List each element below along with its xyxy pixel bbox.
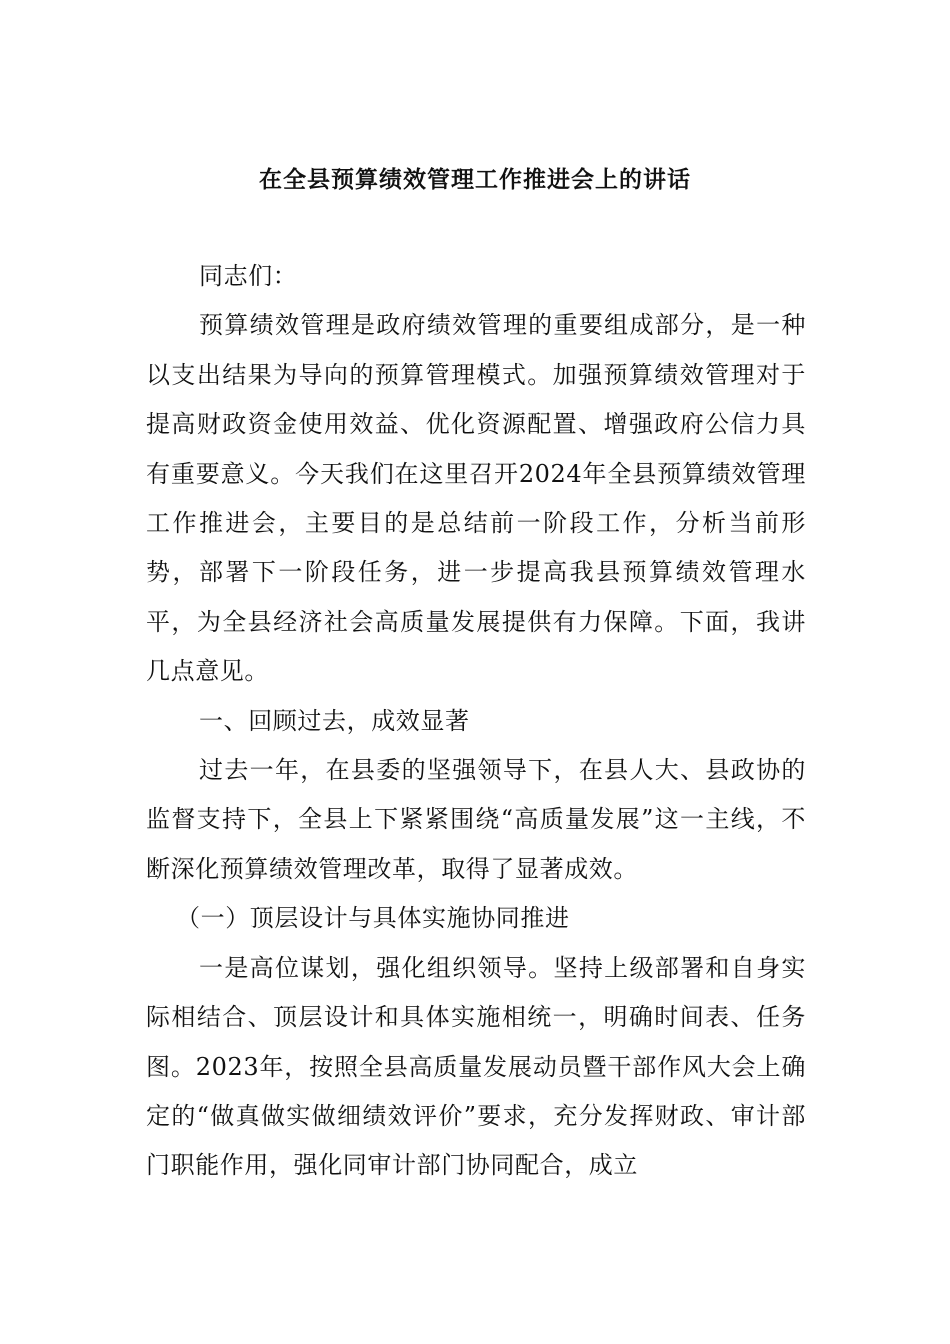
paragraph-intro: 预算绩效管理是政府绩效管理的重要组成部分，是一种以支出结果为导向的预算管理模式。加强预算绩效管理对于提高财政资金使用效益、优化资源配置、增强政府公信力具有重要意义。今天我们在这里召开2024年全县预算绩效管理工作推进会，主要目的是总结前一阶段工作，分析当前形势，部署下一阶段任务，进一步提高我县预算绩效管理水平，为全县经济社会高质量发展提供有力保障。下面，我讲几点意见。	[146, 311, 806, 686]
subsection-heading-1: （一）顶层设计与具体实施协同推进	[176, 904, 570, 933]
document-body	[146, 252, 806, 1191]
document-title: 在全县预算绩效管理工作推进会上的讲话	[259, 166, 691, 193]
paragraph-review: 过去一年，在县委的坚强领导下，在县人大、县政协的监督支持下，全县上下紧紧围绕“高质量发展”这一主线，不断深化预算绩效管理改革，取得了显著成效。	[146, 756, 806, 883]
salutation: 同志们：	[199, 262, 298, 290]
section-heading-1: 一、回顾过去，成效显著	[199, 706, 470, 735]
paragraph-point-1: 一是高位谋划，强化组织领导。坚持上级部署和自身实际相结合、顶层设计和具体实施相统一，明确时间表、任务图。2023年，按照全县高质量发展动员暨干部作风大会上确定的“做真做实做细绩效评价”要求，充分发挥财政、审计部门职能作用，强化同审计部门协同配合，成立	[146, 953, 806, 1180]
